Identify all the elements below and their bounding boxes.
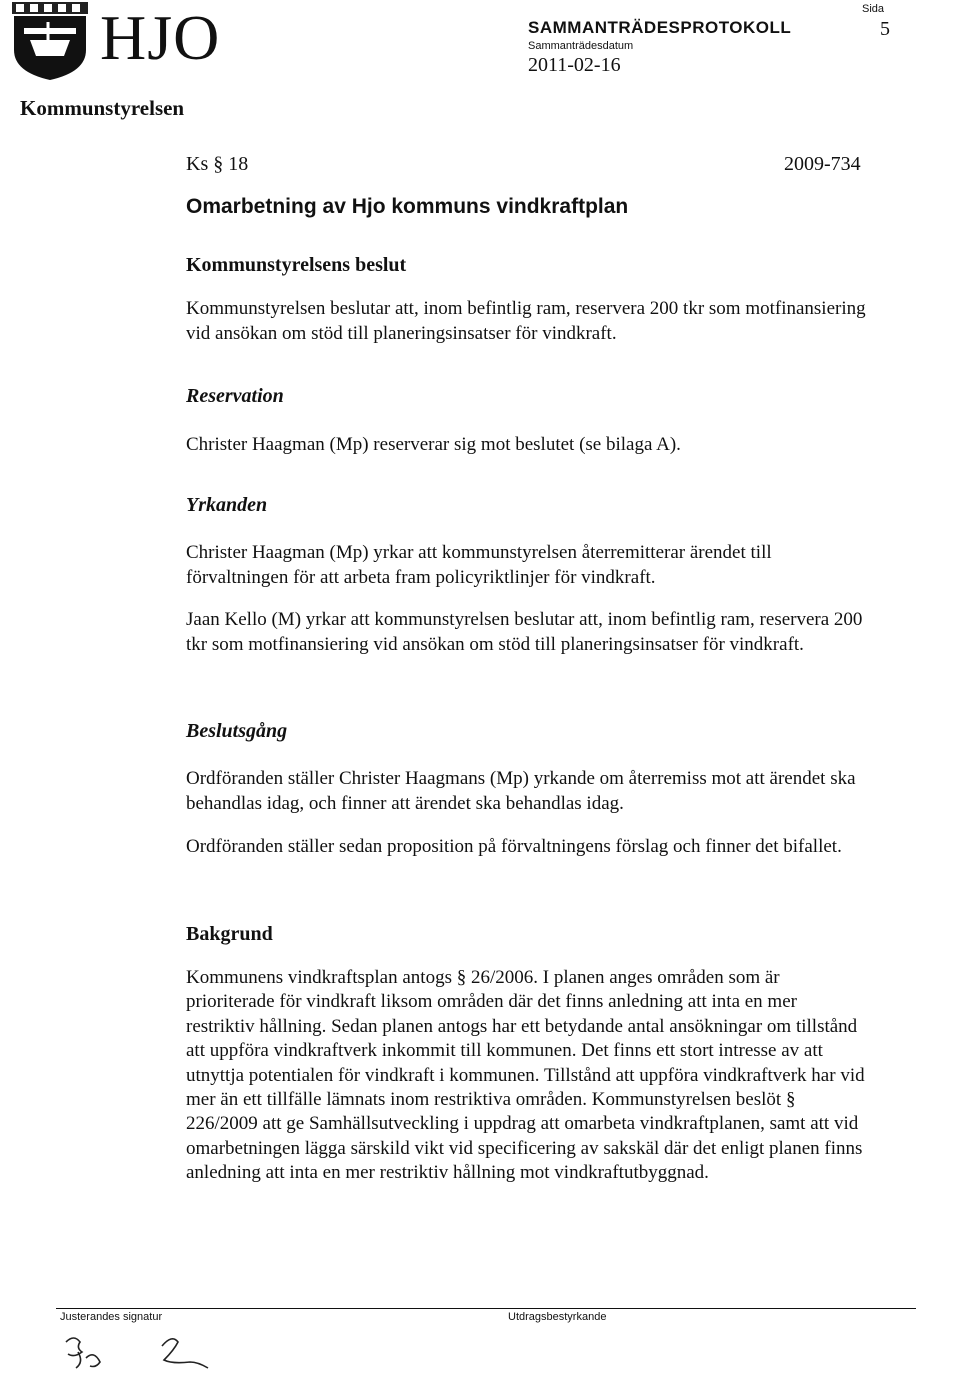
municipality-logo [8,0,308,82]
decision-text: Kommunstyrelsen beslutar att, inom befintlig ram, reservera 200 tkr som motfinansiering vid ansökan om stöd till planeringsinsatser för vindkraft. [186,298,866,344]
motions-heading: Yrkanden [186,494,268,516]
decision-heading: Kommunstyrelsens beslut [186,254,407,276]
signature-label: Justerandes signatur [60,1311,163,1323]
procedure-paragraph: Ordföranden ställer Christer Haagmans (Mp) yrkande om återremiss mot att ärendet ska behandlas idag, och finner att ärendet ska behandlas idag. [186,768,856,814]
diary-number: 2009-734 [784,153,861,175]
background-heading: Bakgrund [186,923,273,945]
date-label: Sammanträdesdatum [528,40,634,52]
footer-divider [56,1308,916,1309]
meeting-date: 2011-02-16 [528,54,621,76]
reservation-heading: Reservation [186,385,284,407]
handwritten-initials [60,1328,260,1379]
extract-certification-label: Utdragsbestyrkande [508,1311,607,1323]
organization-name: Kommunstyrelsen [20,96,185,120]
reservation-text: Christer Haagman (Mp) reserverar sig mot beslutet (se bilaga A). [186,434,681,455]
procedure-heading: Beslutsgång [186,720,288,742]
protocol-title: SAMMANTRÄDESPROTOKOLL [528,18,792,37]
case-paragraph-number: Ks § 18 [186,153,249,175]
logo-wordmark: HJO [100,2,221,73]
page-number: 5 [880,18,890,40]
background-text: Kommunens vindkraftsplan antogs § 26/2006. I planen anges områden som är prioriterade för vindkraft liksom områden där det finns anledning att inta en mer restriktiv hållning. Sedan planen antogs har ett betydande antal ansökningar om tillstånd att uppföra vindkraftverk inkommit till kommunen. Det finns ett stort intresse av att utnyttja potentialen för vindkraft i kommunen. Tillstånd att uppföra vindkraftverk har vid mer än ett tillfälle lämnats inom restriktiva områden. Kommunstyrelsen beslöt § 226/2009 att ge Samhällsutveckling i uppdrag att omarbeta vindkraftplanen, samt att vid omarbetningen lägga särskild vikt vid specificering av sakskäl där det enligt planen finns anledning att inta en mer restriktiv hållning mot vindkraftutbyggnad. [186,967,865,1184]
procedure-paragraph: Ordföranden ställer sedan proposition på förvaltningens förslag och finner det bifallet. [186,836,842,857]
motion-paragraph: Jaan Kello (M) yrkar att kommunstyrelsen beslutar att, inom befintlig ram, reservera 200 tkr som motfinansiering vid ansökan om stöd till planeringsinsatser för vindkraft. [186,609,863,655]
item-title: Omarbetning av Hjo kommuns vindkraftplan [186,195,629,218]
coat-of-arms-icon [8,0,92,82]
page-label: Sida [862,3,885,15]
motion-paragraph: Christer Haagman (Mp) yrkar att kommunstyrelsen återremitterar ärendet till förvaltningen för att arbeta fram policyriktlinjer för vindkraft. [186,542,772,588]
